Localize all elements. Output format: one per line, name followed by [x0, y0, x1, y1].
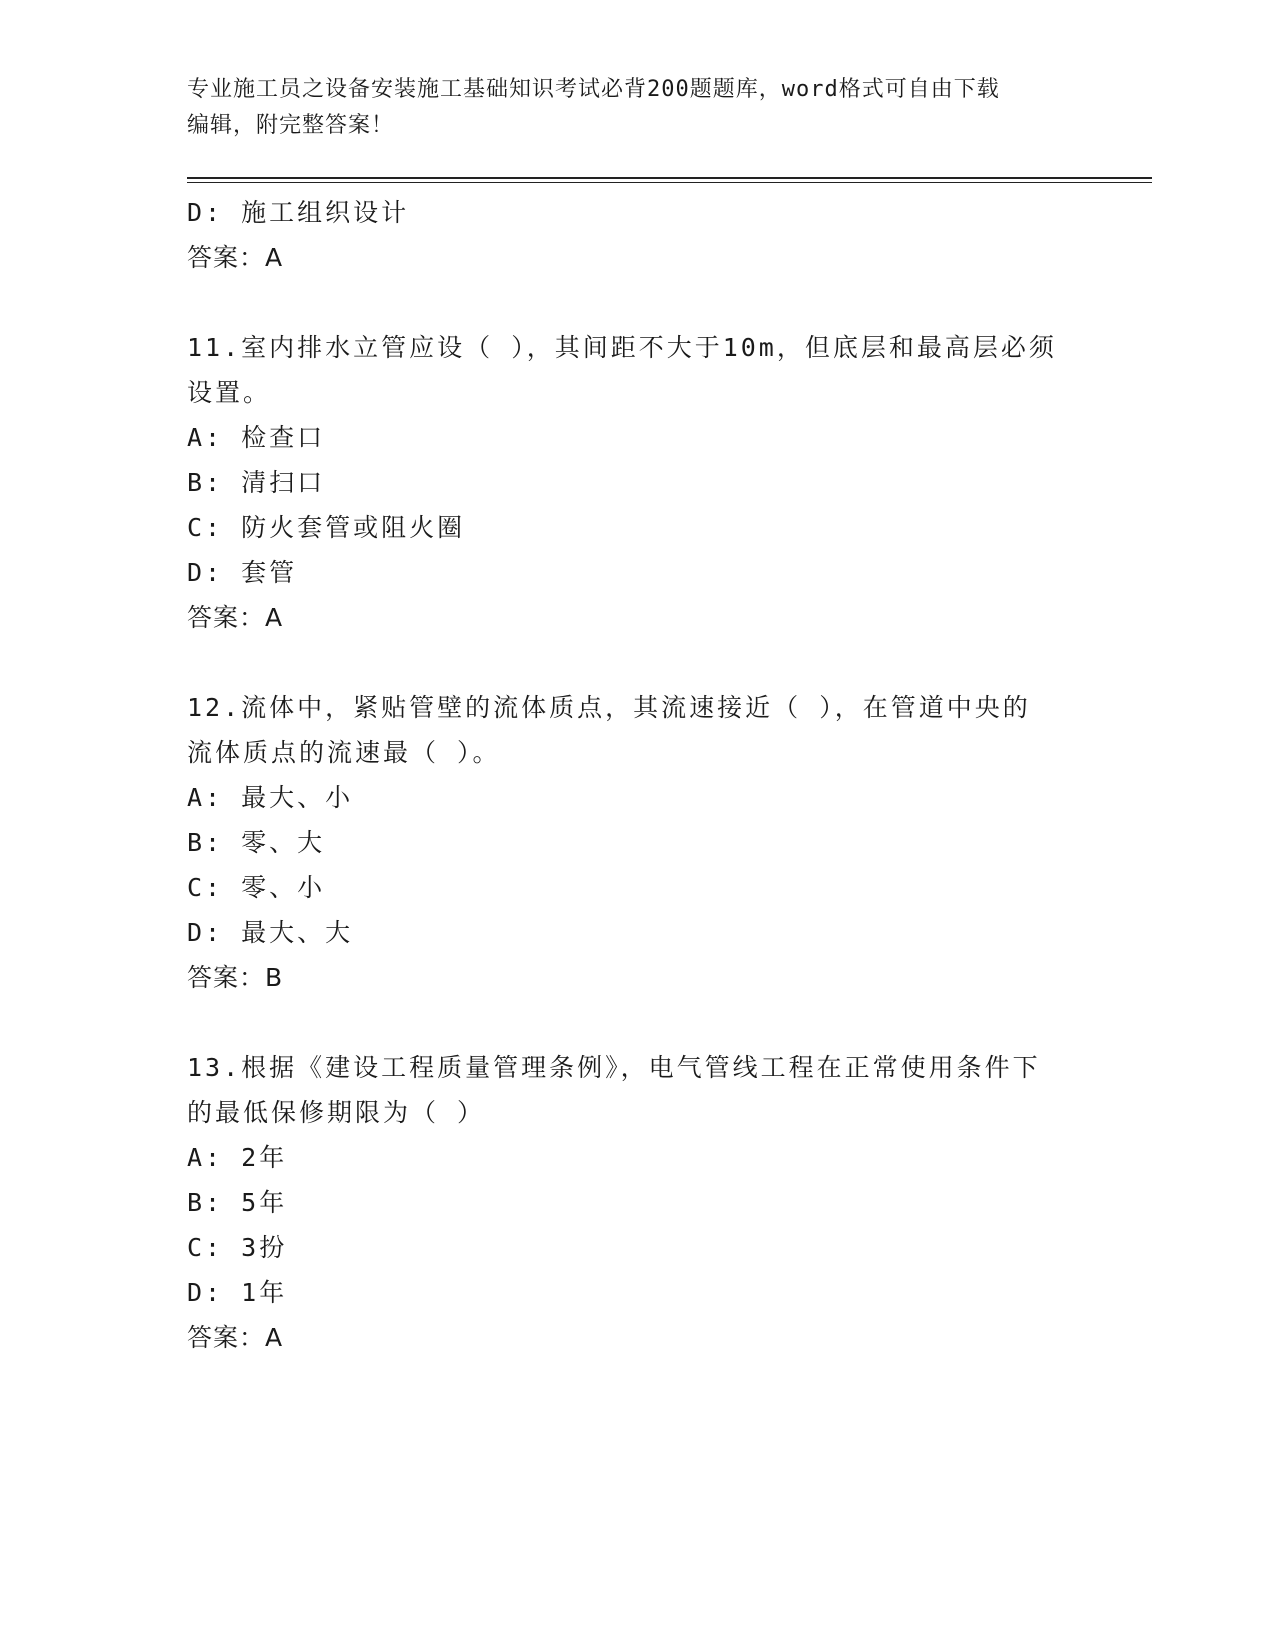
question-item — [187, 1045, 1067, 1360]
option-d: D: 1年 — [187, 1278, 288, 1307]
question-stem-line-1: 11.室内排水立管应设（ ），其间距不大于10m，但底层和最高层必须 — [187, 333, 1057, 362]
spacer — [187, 640, 1067, 685]
question-stem-line-1: 12.流体中，紧贴管壁的流体质点，其流速接近（ ），在管道中央的 — [187, 693, 1031, 722]
option-c: C: 防火套管或阻火圈 — [187, 513, 466, 542]
question-stem-line-2: 设置。 — [187, 378, 272, 407]
answer: 答案：A — [187, 603, 284, 632]
header-title-line-2: 编辑，附完整答案！ — [187, 113, 395, 138]
option-d: D: 最大、大 — [187, 918, 354, 947]
option-b: B: 5年 — [187, 1188, 288, 1217]
header-divider-thick — [187, 177, 1152, 179]
option-c: C: 零、小 — [187, 873, 326, 902]
question-item — [187, 325, 1067, 640]
option-b: B: 清扫口 — [187, 468, 326, 497]
header-divider-thin — [187, 182, 1152, 183]
question-stem-line-2: 流体质点的流速最（ ）。 — [187, 738, 501, 767]
question-content — [187, 190, 1067, 1360]
option-c: C: 3扮 — [187, 1233, 288, 1262]
option-d: D: 套管 — [187, 558, 298, 587]
option-b: B: 零、大 — [187, 828, 326, 857]
option-a: A: 检查口 — [187, 423, 326, 452]
prev-option-d: D: 施工组织设计 — [187, 198, 410, 227]
question-item — [187, 685, 1067, 1000]
header-title-line-1: 专业施工员之设备安装施工基础知识考试必背200题题库，word格式可自由下载 — [187, 77, 1000, 102]
option-a: A: 最大、小 — [187, 783, 354, 812]
question-stem-line-1: 13.根据《建设工程质量管理条例》，电气管线工程在正常使用条件下 — [187, 1053, 1041, 1082]
prev-answer: 答案：A — [187, 243, 284, 272]
document-header — [187, 72, 1067, 144]
answer: 答案：B — [187, 963, 284, 992]
spacer — [187, 1000, 1067, 1045]
answer: 答案：A — [187, 1323, 284, 1352]
question-stem-line-2: 的最低保修期限为（ ） — [187, 1098, 486, 1127]
spacer — [187, 280, 1067, 325]
option-a: A: 2年 — [187, 1143, 288, 1172]
